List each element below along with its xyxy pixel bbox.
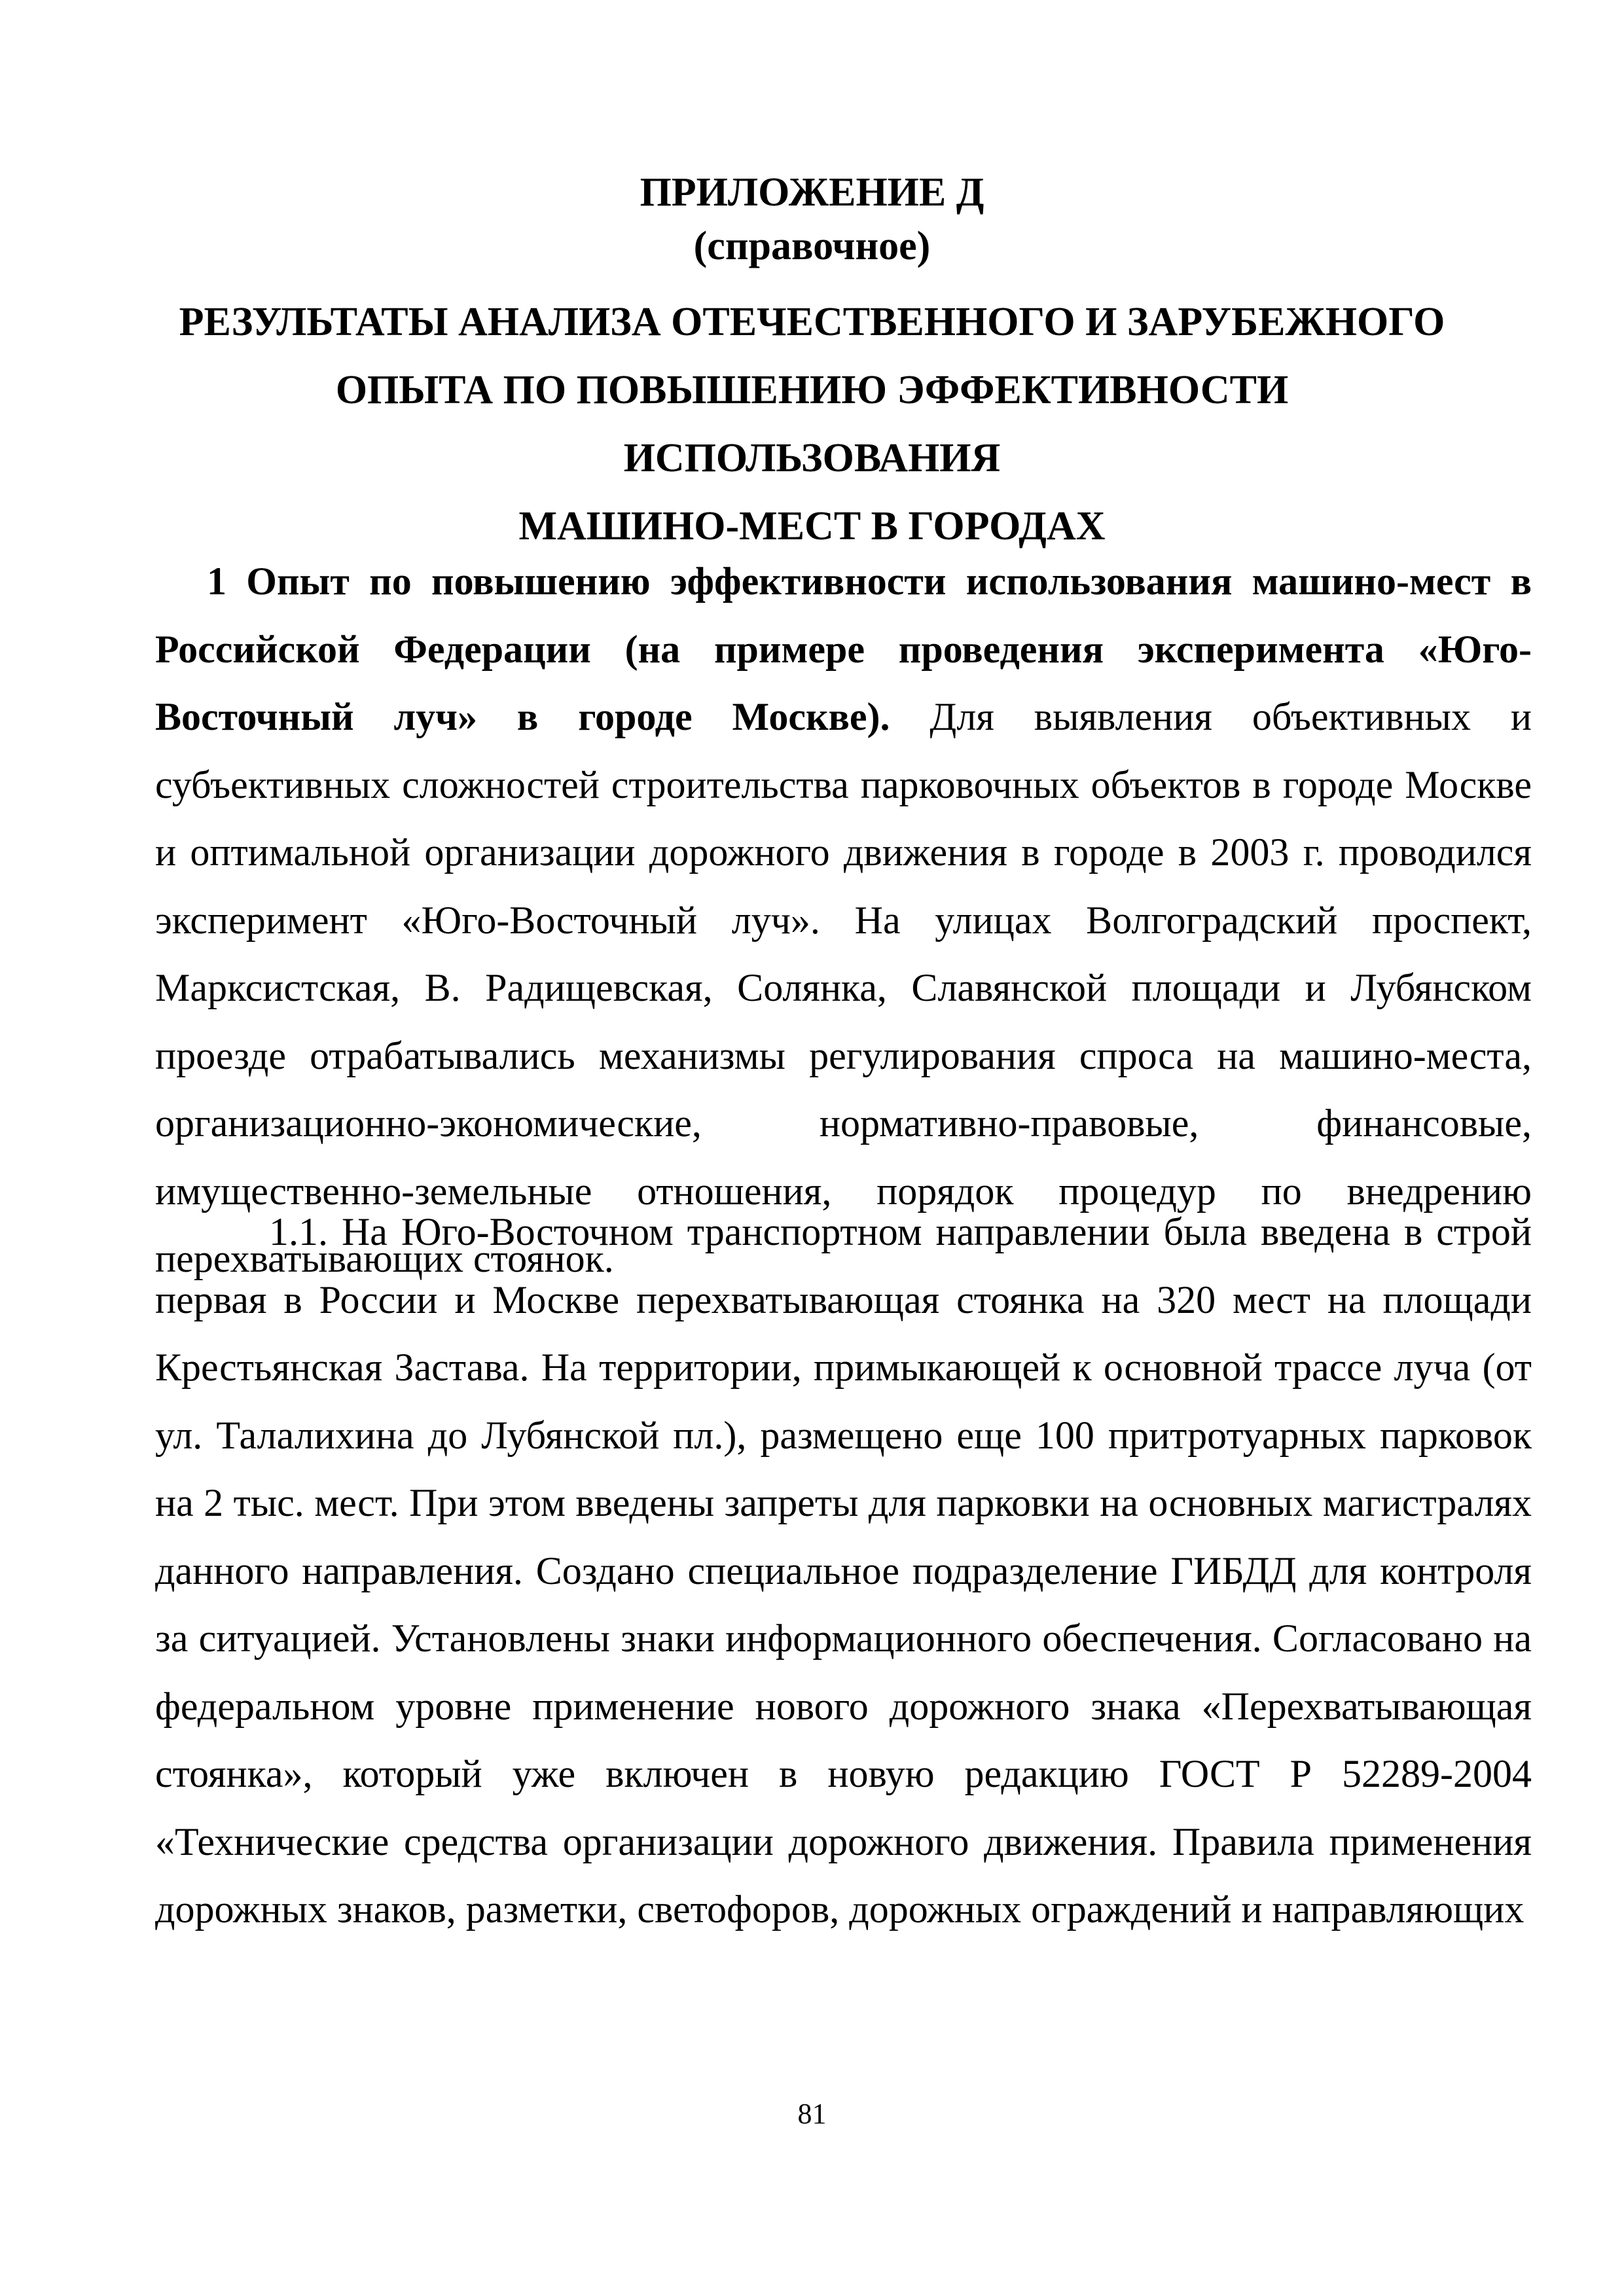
heading-line: ОПЫТА ПО ПОВЫШЕНИЮ ЭФФЕКТИВНОСТИ ИСПОЛЬЗОВАНИЯ: [335, 368, 1289, 480]
paragraph-1-text: Для выявления объективных и субъективных сложностей строительства парковочных объектов в городе Москве и оптимальной организации дорожного движения в городе в 2003 г. проводился эксперимент «Юго-Восточный луч». На улицах Волгоградский проспект, Марксистская, В. Радищевская, Солянка, Славянской площади и Лубянском проезде отрабатывались механизмы регулирования спроса на машино-места, организационно-экономические, нормативно-правовые, финансовые, имущественно-земельные отношения, порядок процедур по внедрению перехватывающих стоянок.: [155, 695, 1532, 1280]
heading-line: РЕЗУЛЬТАТЫ АНАЛИЗА ОТЕЧЕСТВЕННОГО И ЗАРУБЕЖНОГО: [179, 300, 1445, 344]
paragraph-1-bold-lead: 1 Опыт по повышению эффективности использования машино-мест в Российской Федерации (на примере проведения эксперимента «Юго-Восточный луч» в городе Москве).: [155, 560, 1532, 738]
appendix-subtitle: (справочное): [693, 224, 931, 268]
page-number: 81: [797, 2098, 827, 2130]
appendix-title: ПРИЛОЖЕНИЕ Д: [640, 170, 984, 215]
paragraph-1: [155, 548, 1532, 1293]
section-heading: [151, 288, 1473, 560]
heading-line: МАШИНО-МЕСТ В ГОРОДАХ: [518, 504, 1106, 548]
paragraph-2: 1.1. На Юго-Восточном транспортном направлении была введена в строй первая в России и Москве перехватывающая стоянка на 320 мест на площади Крестьянская Застава. На территории, примыкающей к основной трассе луча (от ул. Талалихина до Лубянской пл.), размещено еще 100 притротуарных парковок на 2 тыс. мест. При этом введены запреты для парковки на основных магистралях данного направления. Создано специальное подразделение ГИБДД для контроля за ситуацией. Установлены знаки информационного обеспечения. Согласовано на федеральном уровне применение нового дорожного знака «Перехватывающая стоянка», который уже включен в новую редакцию ГОСТ Р 52289-2004 «Технические средства организации дорожного движения. Правила применения дорожных знаков, разметки, светофоров, дорожных ограждений и направляющих: [155, 1210, 1532, 1931]
